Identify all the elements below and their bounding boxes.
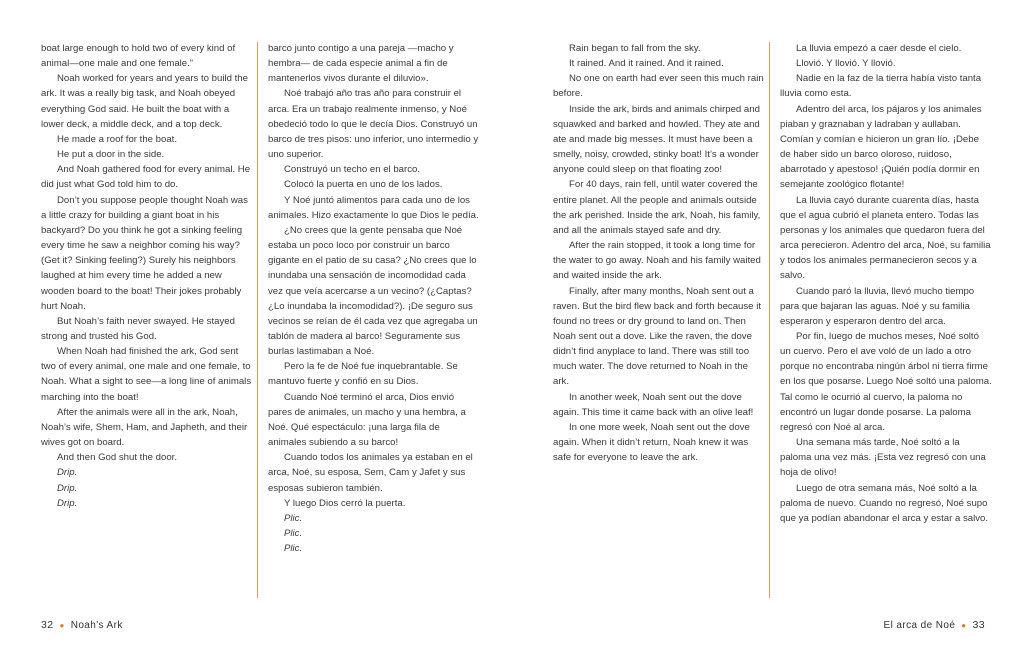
paragraph: Noé trabajó año tras año para construir el arca. Era un trabajo realmente inmenso, y Noé obedeció todo lo que le decía Dios. Construyó un barco de tres pisos: uno inferior, uno intermedio y uno superior.	[268, 88, 479, 161]
page-number: 32	[41, 619, 54, 631]
plic-line: Plic.	[284, 543, 303, 555]
paragraph: Luego de otra semana más, Noé soltó a la paloma de nuevo. Cuando no regresó, Noé supo que ya podían abandonar el arca y estar a salvo.	[780, 482, 989, 524]
english-column-right-page	[553, 41, 765, 465]
paragraph: But Noah’s faith never swayed. He stayed strong and trusted his God.	[41, 315, 235, 342]
paragraph: ¿No crees que la gente pensaba que Noé estaba un poco loco por construir un barco gigante en el patio de su casa? ¿No crees que lo inundaba una sensación de incomodidad cada vez que veía acercarse a un vecino? (¿Captas? ¿Lo inundaba la incomodidad?). ¡De seguro sus vecinos se reían de él cada vez que agregaba un tablón de madera al barco! Seguramente sus burlas lastimaban a Noé.	[268, 224, 478, 358]
paragraph: Finally, after many months, Noah sent out a raven. But the bird flew back and forth because it found no trees or dry ground to land on. Then Noah sent out a dove. Like the raven, the dove didn’t find anyplace to land. There was still too much water. The dove returned to Noah in the ark.	[553, 285, 761, 388]
spanish-column-left-page	[268, 41, 480, 556]
paragraph: Y Noé juntó alimentos para cada uno de los animales. Hizo exactamente lo que Dios le pedía.	[268, 194, 479, 221]
paragraph: Por fin, luego de muchos meses, Noé soltó un cuervo. Pero el ave voló de un lado a otro porque no encontraba ningún árbol ni tierra firme en los que posarse. Luego Noé soltó una paloma. Tal como le ocurrió al cuervo, la paloma no encontró un lugar donde posarse. La paloma regresó con Noé al arca.	[780, 330, 992, 433]
footer-left	[41, 619, 123, 631]
paragraph: Cuando paró la lluvia, llevó mucho tiempo para que bajaran las aguas. Noé y su familia esperaron y esperaron dentro del arca.	[780, 285, 975, 327]
english-column-left-page	[41, 41, 253, 511]
paragraph: When Noah had finished the ark, God sent two of every animal, one male and one female, to Noah. What a sight to see—a long line of animals marching into the boat!	[41, 346, 252, 403]
paragraph: And then God shut the door.	[57, 452, 178, 464]
paragraph: Noah worked for years and years to build the ark. It was a really big task, and Noah obeyed everything God said. He built the boat with a lower deck, a middle deck, and a top deck.	[41, 73, 248, 130]
paragraph: After the animals were all in the ark, Noah, Noah’s wife, Shem, Ham, and Japheth, and their wives got on board.	[41, 406, 248, 449]
drip-line: Drip.	[57, 467, 78, 479]
paragraph: No one on earth had ever seen this much rain before.	[553, 73, 764, 100]
paragraph: After the rain stopped, it took a long time for the water to go away. Noah and his family waited and waited inside the ark.	[553, 240, 761, 282]
paragraph: He put a door in the side.	[57, 149, 165, 161]
paragraph: Colocó la puerta en uno de los lados.	[284, 179, 443, 191]
spanish-column-right-page	[780, 41, 992, 526]
paragraph: For 40 days, rain fell, until water covered the entire planet. All the people and animals outside the ark perished. Inside the ark, Noah, his family, and all the animals stayed safe and dry.	[553, 179, 761, 236]
column-divider	[257, 42, 258, 598]
drip-line: Drip.	[57, 482, 78, 494]
paragraph: Pero la fe de Noé fue inquebrantable. Se mantuvo fuerte y confió en su Dios.	[268, 361, 458, 388]
paragraph: boat large enough to hold two of every kind of animal—one male and one female.”	[41, 43, 236, 70]
paragraph: Cuando todos los animales ya estaban en el arca, Noé, su esposa, Sem, Cam y Jafet y sus esposas subieron también.	[268, 452, 473, 494]
running-title: El arca de Noé	[883, 620, 956, 631]
paragraph: La lluvia empezó a caer desde el cielo.	[796, 43, 962, 54]
paragraph: Nadie en la faz de la tierra había visto tanta lluvia como esta.	[780, 73, 982, 100]
paragraph: And Noah gathered food for every animal. He did just what God told him to do.	[41, 164, 251, 191]
paragraph: La lluvia cayó durante cuarenta días, hasta que el agua cubrió el planeta entero. Todas las personas y los animales que quedaron fuera del arca perecieron. Adentro del arca, Noé, su familia y todos los animales permanecieron secos y a salvo.	[780, 194, 991, 282]
bullet-icon: ●	[961, 621, 967, 630]
paragraph: barco junto contigo a una pareja —macho y hembra— de cada especie animal a fin de mantenerlos vivos durante el diluvio».	[268, 43, 454, 85]
paragraph: Una semana más tarde, Noé soltó a la paloma una vez más. ¡Esta vez regresó con una hoja de olivo!	[780, 437, 986, 479]
paragraph: In one more week, Noah sent out the dove again. When it didn’t return, Noah knew it was safe for everyone to leave the ark.	[553, 421, 750, 464]
paragraph: In another week, Noah sent out the dove again. This time it came back with an olive leaf!	[553, 391, 754, 418]
bullet-icon: ●	[59, 621, 65, 630]
paragraph: Cuando Noé terminó el arca, Dios envió pares de animales, un macho y una hembra, a Noé. Qué espectáculo: ¡una larga fila de animales subiendo a su barco!	[268, 391, 466, 449]
page-number: 33	[972, 619, 985, 631]
paragraph: It rained. And it rained. And it rained.	[569, 58, 724, 70]
drip-line: Drip.	[57, 497, 78, 509]
running-title: Noah's Ark	[70, 620, 123, 631]
paragraph: Adentro del arca, los pájaros y los animales piaban y graznaban y ladraban y aullaban. Comían y comían e hicieron un gran lío. ¡Debe de haber sido un barco oloroso, ruidoso, abarrotado y apestoso! ¡Quién podía dormir en semejante zoológico flotante!	[780, 103, 982, 191]
column-divider	[769, 42, 770, 598]
paragraph: Don’t you suppose people thought Noah was a little crazy for building a giant boat in his backyard? Do you think he got a sinking feeling every time he saw a neighbor coming his way? (Get it? Sinking feeling?) Surely his neighbors laughed at him every time he added a new wooden board to the boat! Their jokes probably hurt Noah.	[41, 194, 248, 312]
paragraph: He made a roof for the boat.	[57, 133, 177, 145]
paragraph: Rain began to fall from the sky.	[569, 43, 701, 54]
plic-line: Plic.	[284, 512, 303, 524]
paragraph: Llovió. Y llovió. Y llovió.	[796, 58, 896, 70]
paragraph: Construyó un techo en el barco.	[284, 164, 420, 176]
footer-right	[884, 619, 985, 631]
paragraph: Y luego Dios cerró la puerta.	[284, 497, 406, 509]
paragraph: Inside the ark, birds and animals chirped and squawked and barked and howled. They ate and ate and made big messes. It must have been a smelly, noisy, crowded, stinky boat! It’s a wonder anyone could sleep on that floating zoo!	[553, 103, 760, 176]
plic-line: Plic.	[284, 528, 303, 539]
